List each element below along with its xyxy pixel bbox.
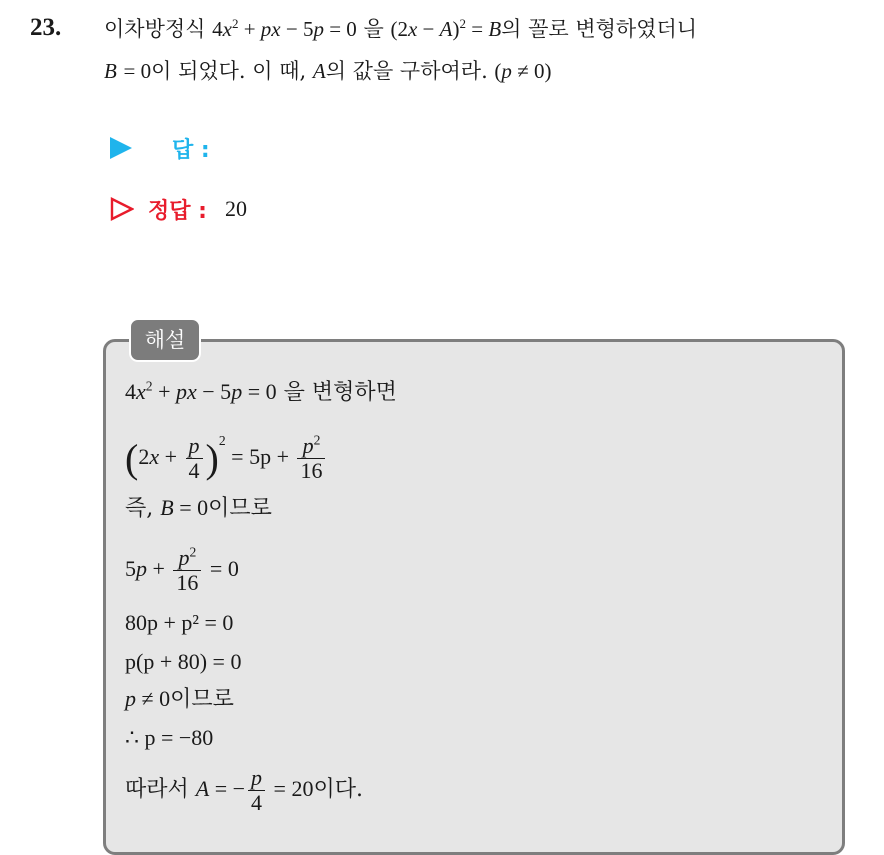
question-number: 23.	[30, 14, 62, 41]
solution-line-7: p ≠ 0이므로	[125, 686, 234, 712]
correct-answer-row	[110, 193, 247, 225]
solution-line-3: 즉, B = 0이므로	[125, 495, 272, 521]
correct-answer-label: 정답 :	[148, 198, 207, 224]
solution-line-9: 따라서 A = − $\frac{p}{4}$ = 20이다.	[125, 765, 363, 816]
solution-title-tag: 해설	[129, 318, 201, 362]
solution-line-5: 80p + p² = 0	[125, 610, 234, 635]
solution-line-6: p(p + 80) = 0	[125, 649, 242, 674]
correct-answer-value: 20	[224, 196, 247, 221]
answer-label: 답 :	[172, 137, 210, 163]
answer-row	[110, 133, 210, 163]
solution-line-8: ∴ p = −80	[125, 725, 214, 750]
solution-line-2: (2x + $\frac{p}{4}$ )$^2$ = 5p + $\frac{p^2}{16}$	[125, 428, 328, 488]
problem-line-2: B = 0이 되었다. 이 때, A의 값을 구하여라. (p ≠ 0)	[104, 59, 552, 83]
outline-play-icon	[110, 197, 134, 221]
play-icon	[110, 137, 132, 159]
problem-line-1: 이차방정식 $4x^2$ + px − 5p = 0 을 $(2x - A)^2 = B$의 꼴로 변형하였더니	[104, 15, 698, 41]
solution-line-4: 5p + $\frac{p^2}{16}$ = 0	[125, 545, 239, 596]
solution-line-1: $4x^2$ + px − 5p = 0 을 변형하면	[125, 378, 397, 405]
